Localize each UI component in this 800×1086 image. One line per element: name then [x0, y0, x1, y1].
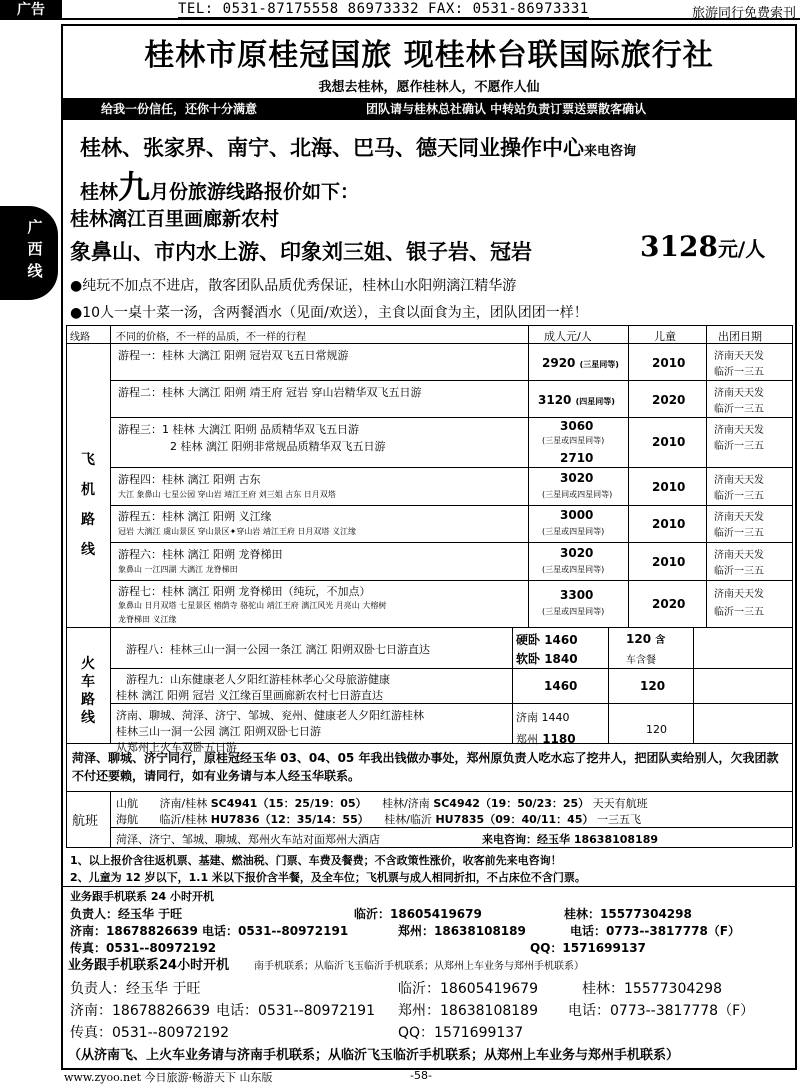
flight-1-out-time: （15：25/19：05） — [257, 797, 367, 810]
consult-right: 来电咨询：经玉华 18638108189 — [482, 833, 659, 846]
contact-jinan: 济南：18678826639 — [70, 1003, 210, 1019]
tour-1-dep2: 临沂一三五 — [714, 367, 764, 378]
tour-6-child: 2010 — [652, 555, 686, 569]
flight-2-out-no: HU7836 — [210, 813, 260, 826]
small-contact-linyi: 临沂：18605419679 — [354, 907, 482, 921]
header-adult: 成人元/人 — [544, 330, 592, 343]
flight-2 — [116, 811, 641, 827]
banner-left: 给我一份信任，还你十分满意 — [101, 102, 258, 116]
small-contact-boss: 负责人：经玉华 于旺 — [70, 907, 183, 921]
headline-operations — [80, 132, 636, 162]
tour-4-sights: 大江 象鼻山 七星公园 穿山岩 靖江王府 刘三姐 古东 日月双塔 — [118, 490, 336, 499]
tour-6-price: 3020 — [560, 546, 594, 560]
tour-1-desc: 游程一：桂林 大漓江 阳朔 冠岩双飞五日常规游 — [118, 349, 349, 362]
tour-2-desc: 游程二：桂林 大漓江 阳朔 靖王府 冠岩 穿山岩精华双飞五日游 — [118, 386, 422, 399]
feature-price-value: 3128 — [640, 230, 718, 263]
tour-10-jinan-label: 济南 — [516, 711, 538, 724]
footer-site[interactable]: www.zyoo.net 今日旅游·畅游天下 山东版 — [64, 1071, 273, 1084]
flight-1-back-route: 桂林/济南 — [382, 797, 430, 810]
contact-qq: QQ：1571699137 — [398, 1025, 524, 1041]
flight-1-out-no: SC4941 — [210, 797, 258, 810]
tour-5-dep2: 临沂一三五 — [714, 528, 764, 539]
tour-7-price-note: (三星或四星同等) — [542, 607, 605, 616]
tour-7-desc: 游程七：桂林 漓江 阳朔 龙脊梯田（纯玩，不加点） — [118, 585, 371, 598]
feature-price-unit: 元/人 — [717, 237, 766, 261]
tour-10-desc3: 从郑州上火车双卧五日游 — [116, 741, 237, 754]
tour-5-desc: 游程五：桂林 漓江 阳朔 义江缘 — [118, 510, 272, 523]
header-desc: 不同的价格，不一样的品质，不一样的行程 — [116, 332, 306, 343]
tour-8-child-note1: 含 — [655, 635, 666, 646]
bullet-2: ●10人一桌十菜一汤，含两餐酒水（见面/欢送），主食以面食为主，团队团团一样！ — [70, 305, 588, 321]
flight-2-airline: 海航 — [116, 813, 138, 826]
tour-2-child: 2020 — [652, 393, 686, 407]
tour-8-hard-label: 硬卧 — [516, 633, 541, 647]
slogan: 我想去桂林，愿作桂林人，不愿作人仙 — [318, 80, 540, 95]
tour-4-dep1: 济南天天发 — [714, 475, 764, 486]
contact-tel2: 电话：0773--3817778（F） — [568, 1003, 755, 1019]
feature-price — [640, 230, 765, 263]
footer-page-number: -58- — [410, 1069, 432, 1082]
tour-1-dep1: 济南天天发 — [714, 351, 764, 362]
section-train: 火车路线 — [81, 656, 95, 726]
tour-1-child: 2010 — [652, 356, 686, 370]
headline-month-nine: 九 — [118, 168, 151, 206]
tour-9-price: 1460 — [544, 679, 578, 693]
flight-2-out-time: （12：35/14：55） — [259, 813, 369, 826]
tour-10-child: 120 — [646, 723, 667, 736]
headline-month-pre: 桂林 — [80, 181, 119, 203]
headline-month-post: 月份旅游线路报价如下： — [150, 181, 360, 203]
tour-1-price-note: (三星同等) — [579, 360, 619, 369]
tour-6-dep2: 临沂一三五 — [714, 566, 764, 577]
small-contact-line0: 业务跟手机联系 24 小时开机 — [70, 890, 214, 903]
page-footer — [0, 1066, 800, 1086]
tour-5-price-note: (三星或四星同等) — [542, 527, 605, 536]
tour-2-price-note: (四星同等) — [575, 397, 615, 406]
headline-operations-text: 桂林、张家界、南宁、北海、巴马、德天同业操作中心 — [80, 136, 584, 160]
tour-10-jinan-value: 1440 — [541, 711, 570, 724]
tour-6-sights: 象鼻山 一江四湖 大漓江 龙脊梯田 — [118, 565, 238, 574]
tour-2-price — [538, 393, 615, 407]
flight-2-back-time: （09：40/11：45） — [484, 813, 594, 826]
flight-2-out-route: 临沂/桂林 — [159, 813, 208, 826]
small-contact-zhengzhou: 郑州：18638108189 — [398, 924, 526, 938]
contact-boss: 负责人：经玉华 于旺 — [70, 981, 201, 997]
contact-tel1: 电话：0531--80972191 — [216, 1003, 375, 1019]
flight-1-back-time: （19：50/23：25） — [479, 797, 590, 810]
banner — [61, 98, 797, 120]
flight-1 — [116, 795, 648, 811]
contact-line: TEL: 0531-87175558 86973332 FAX: 0531-86973331 — [178, 1, 589, 17]
tour-8-child-note2: 车含餐 — [626, 655, 656, 666]
tour-5-child: 2010 — [652, 517, 686, 531]
note-1: 1、以上报价含往返机票、基建、燃油税、门票、车费及餐费；不含政策性涨价，收客前先来电咨询！ — [70, 854, 562, 867]
tour-4-price-note: (三星同或四星同等) — [542, 490, 613, 499]
flight-2-back-route: 桂林/临沂 — [384, 813, 432, 826]
overlap-a: 业务跟手机联系24小时开机 — [68, 958, 230, 973]
ad-tag: 广告 — [0, 0, 62, 20]
note-2: 2、儿童为 12 岁以下，1.1 米以下报价含半餐，及全车位；飞机票与成人相同折扣，不占床位不含门票。 — [70, 871, 586, 884]
headline-month — [80, 162, 359, 208]
tour-3-dep2: 临沂一三五 — [714, 441, 764, 452]
feature-title: 桂林漓江百里画廊新农村 — [70, 208, 280, 230]
tour-10-jinan — [516, 709, 570, 725]
tour-9-child: 120 — [640, 679, 666, 693]
tour-2-price-value: 3120 — [538, 393, 572, 407]
tour-3-desc2: 2 桂林 漓江 阳朔非常规品质精华双飞五日游 — [170, 440, 386, 453]
small-contact-guilin: 桂林：15577304298 — [564, 907, 692, 921]
tour-table — [66, 325, 792, 850]
tour-8-desc: 游程八：桂林三山一洞一公园一条江 漓江 阳朔双卧七日游直达 — [126, 643, 430, 656]
tour-8-hard-value: 1460 — [544, 633, 578, 647]
region-tab[interactable] — [0, 206, 58, 300]
index-label: 旅游同行免费索刊 — [691, 6, 796, 21]
top-bar — [0, 0, 800, 20]
tour-1-price — [542, 356, 619, 370]
tour-7-dep1: 济南天天发 — [714, 589, 764, 600]
overlap-b: 南手机联系；从临沂飞玉临沂手机联系；从郑州上车业务与郑州手机联系） — [254, 961, 584, 972]
tour-2-dep1: 济南天天发 — [714, 388, 764, 399]
tour-10-desc2: 桂林三山一洞一公园 漓江 阳朔双卧七日游 — [116, 725, 321, 738]
tour-5-price: 3000 — [560, 508, 594, 522]
tour-8-child — [626, 631, 665, 646]
tour-7-price: 3300 — [560, 588, 594, 602]
flight-1-note: 天天有航班 — [592, 797, 648, 810]
tour-4-desc: 游程四：桂林 漓江 阳朔 古东 — [118, 473, 261, 486]
tour-10-zz — [516, 731, 576, 747]
tour-7-sights2: 龙脊梯田 义江缘 — [118, 615, 177, 624]
page-title: 桂林市原桂冠国旅 现桂林台联国际旅行社 — [144, 38, 714, 73]
header-dates: 出团日期 — [718, 330, 762, 343]
tour-9-desc2: 桂林 漓江 阳朔 冠岩 义江缘百里画廊新农村七日游直达 — [116, 689, 383, 702]
header-child: 儿童 — [654, 330, 676, 343]
tour-3-price: 3060 — [560, 419, 594, 433]
flight-1-out-route: 济南/桂林 — [159, 797, 208, 810]
contact-linyi: 临沂：18605419679 — [398, 981, 538, 997]
tour-8-soft-value: 1840 — [544, 652, 578, 666]
tour-8-hard — [516, 631, 578, 648]
small-contact-phone2: 电话：0773--3817778（F） — [570, 924, 741, 938]
tour-5-dep1: 济南天天发 — [714, 512, 764, 523]
banner-right: 团队请与桂林总社确认 中转站负责订票送票散客确认 — [366, 102, 647, 116]
tour-7-sights: 象鼻山 日月双塔 七星景区 榕荫寺 骆驼山 靖江王府 漓江风光 月亮山 大榕树 — [118, 601, 387, 610]
region-tab-label: 广西线 — [27, 218, 43, 280]
contact-zhengzhou: 郑州：18638108189 — [398, 1003, 538, 1019]
tour-3-child: 2010 — [652, 435, 686, 449]
flight-1-back-no: SC4942 — [433, 797, 480, 810]
feature-sights: 象鼻山、市内水上游、印象刘三姐、银子岩、冠岩 — [70, 240, 532, 264]
flight-2-note: 一三五飞 — [596, 813, 641, 826]
tour-10-zz-label: 郑州 — [516, 733, 538, 746]
small-contact-fax: 传真：0531--80972192 — [70, 941, 217, 955]
tour-6-dep1: 济南天天发 — [714, 550, 764, 561]
tour-5-sights: 冠岩 大漓江 虞山景区 穿山景区✦穿山岩 靖江王府 日月双塔 义江缘 — [118, 527, 356, 536]
tour-8-soft-label: 软卧 — [516, 652, 541, 666]
header-route: 线路 — [70, 332, 90, 343]
tour-3-desc: 游程三：1 桂林 大漓江 阳朔 品质精华双飞五日游 — [118, 423, 359, 436]
tour-4-price: 3020 — [560, 471, 594, 485]
small-contact-qq: QQ：1571699137 — [530, 941, 646, 955]
tour-6-desc: 游程六：桂林 漓江 阳朔 龙脊梯田 — [118, 548, 283, 561]
tour-7-child: 2020 — [652, 597, 686, 611]
tour-4-child: 2010 — [652, 480, 686, 494]
consult-left: 菏泽、济宁、邹城、聊城、郑州火车站对面郑州大酒店 — [116, 833, 380, 846]
tour-3-price2: 2710 — [560, 451, 594, 465]
tour-8-child-value: 120 — [626, 632, 652, 646]
tour-4-dep2: 临沂一三五 — [714, 491, 764, 502]
tour-3-price-note: (三星或四星同等) — [542, 436, 605, 445]
flight-2-back-no: HU7835 — [435, 813, 485, 826]
tour-3-dep1: 济南天天发 — [714, 425, 764, 436]
tour-7-dep2: 临沂一三五 — [714, 607, 764, 618]
contact-footer: （从济南飞、上火车业务请与济南手机联系；从临沂飞玉临沂手机联系；从郑州上车业务与郑州手机联系） — [68, 1048, 680, 1063]
contact-fax: 传真：0531--80972192 — [70, 1025, 229, 1041]
headline-note: 来电咨询 — [584, 144, 637, 159]
contact-guilin: 桂林：15577304298 — [582, 981, 722, 997]
tour-2-dep2: 临沂一三五 — [714, 404, 764, 415]
section-air: 飞机路线 — [81, 452, 95, 558]
small-contact-jinan: 济南：18678826639 电话：0531--80972191 — [70, 924, 349, 938]
tour-10-desc: 济南、聊城、菏泽、济宁、邹城、兖州、健康老人夕阳红游桂林 — [116, 709, 424, 722]
bullet-1: ●纯玩不加点不进店，散客团队品质优秀保证，桂林山水阳朔漓江精华游 — [70, 278, 517, 294]
tour-1-price-value: 2920 — [542, 356, 576, 370]
tour-10-zz-value: 1180 — [542, 732, 576, 746]
tour-9-desc: 游程九：山东健康老人夕阳红游桂林孝心父母旅游健康 — [126, 673, 390, 686]
notice: 菏泽、聊城、济宁同行，原桂冠经玉华 03、04、05 年我出钱做办事处，郑州原负责人吃水忘了挖井人，把团队卖给别人，欠我团款不付还要赖，请同行，如有业务请与本人经玉华联系。 — [72, 751, 779, 783]
flight-1-airline: 山航 — [116, 797, 138, 810]
tour-6-price-note: (三星或四星同等) — [542, 565, 605, 574]
section-flight: 航班 — [72, 814, 99, 829]
tour-8-soft — [516, 650, 578, 667]
